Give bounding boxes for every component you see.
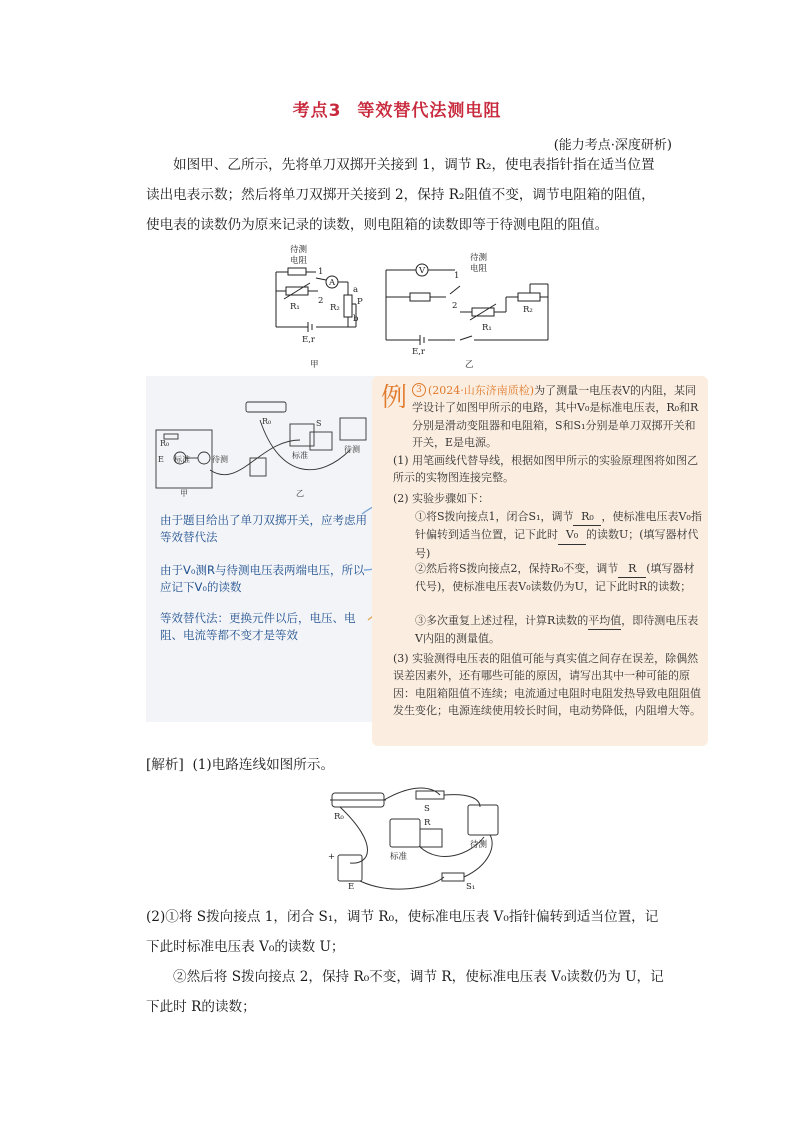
- fig-jia-r1: R₁: [290, 302, 300, 312]
- exp-r0: R₀: [160, 439, 170, 448]
- solution-s2-1: (2)①将 S拨向接点 1，闭合 S₁，调节 R₀，使标准电压表 V₀指针偏转到适当位置，记下此时标准电压表 V₀的读数 U；: [146, 909, 659, 955]
- exp-std: 标准: [174, 455, 190, 464]
- example-q2-head: (2) 实验步骤如下：: [393, 492, 490, 505]
- sol-fig-e: E: [348, 882, 355, 892]
- sol-fig-r0: R₀: [334, 812, 344, 822]
- intro-paragraph: 如图甲、乙所示，先将单刀双掷开关接到 1，调节 R₂，使电表指针指在适当位置读出电表示数；然后将单刀双掷开关接到 2，保持 R₂阻值不变，调节电阻箱的阻值，使电表的读数仍为原来记录的读数，则电阻箱的读数即等于待测电阻的阻值。: [146, 157, 655, 233]
- fig-jia-a: a: [353, 285, 359, 295]
- section-heading: 等效替代法测电阻: [357, 101, 502, 121]
- sol-fig-s: S: [424, 804, 430, 814]
- exp-test: 待测: [212, 455, 228, 464]
- fig-yi-r2: R₂: [523, 305, 533, 315]
- q2-2-blank: R: [618, 560, 646, 578]
- example-q2-3: [415, 612, 705, 648]
- example-source: (2024·山东济南质检): [428, 384, 535, 397]
- note-1: 由于题目给出了单刀双掷开关，应考虑用等效替代法: [160, 513, 367, 544]
- sol-fig-plus: +: [328, 852, 336, 862]
- q2-1-blank-2: V₀: [558, 526, 586, 544]
- exp-e: E: [158, 455, 164, 464]
- example-q2-2: [415, 560, 705, 596]
- exp-s: S: [316, 419, 322, 428]
- fig-yi-s1: 1: [454, 271, 460, 281]
- example-q3: (3) 实验测得电压表的阻值可能与真实值之间存在误差，除偶然误差因素外，还有哪些可能的原因，请写出其中一种可能的原因：电阻箱阻值不连续；电流通过电阻时电阻发热导致电阻阻值发生变化；电源连续使用较长时间，电动势降低，内阻增大等。: [393, 652, 701, 718]
- solution-line-1: [146, 750, 666, 780]
- circuit-figures-top: [260, 242, 560, 372]
- note-3: 等效替代法：更换元件以后，电压、电阻、电流等都不变才是等效: [160, 611, 356, 642]
- section-title: [0, 96, 794, 121]
- example-intro-line: [412, 382, 704, 452]
- fig-yi-source: E,r: [412, 347, 425, 357]
- sol-fig-test: 待测: [470, 840, 488, 850]
- fig-yi-rx-label1: 待测: [470, 253, 488, 263]
- q2-2-text-b: (填写器材代号)，使标准电压表V₀读数仍为U，记下此时R的读数；: [415, 562, 695, 594]
- note-2: 由于V₀测R与待测电压表两端电压，所以应记下V₀的读数: [160, 563, 365, 594]
- example-q2-1: [415, 508, 705, 562]
- q2-3-text-b: ，即待测电压表V内阻的测量值。: [415, 614, 699, 646]
- example-q1: (1) 用笔画线代替导线，根据如图甲所示的实验原理图将如图乙所示的实物图连接完整。: [393, 454, 699, 485]
- solution-s1: (1)电路连线如图所示。: [192, 757, 335, 773]
- q2-1-text-c: 的读数U；(填写器材代号): [415, 528, 699, 560]
- fig-jia-ammeter: A: [329, 278, 336, 288]
- q2-2-text-a: ②然后将S拨向接点2，保持R₀不变，调节: [415, 562, 619, 575]
- fig-jia-rx-label1: 待测: [290, 245, 308, 255]
- fig-yi-r1: R₁: [482, 323, 492, 333]
- fig-yi-s2: 2: [452, 301, 458, 311]
- section-number: 考点3: [292, 101, 342, 121]
- section-tag: (能力考点·深度研析): [553, 138, 672, 153]
- example-intro: 为了测量一电压表V的内阻，某同学设计了如图甲所示的电路，其中V₀是标准电压表，R₀和R分别是滑动变阻器和电阻箱，S和S₁分别是单刀双掷开关和开关，E是电源。: [412, 384, 699, 450]
- fig-jia-b: b: [353, 314, 359, 324]
- q2-1-blank-1: R₀: [573, 508, 601, 526]
- experiment-figure: [150, 380, 375, 500]
- sol-fig-std: 标准: [390, 852, 408, 862]
- solution-s2-2: ②然后将 S拨向接点 2，保持 R₀不变，调节 R，使标准电压表 V₀读数仍为 U，记下此时 R的读数；: [146, 969, 664, 1015]
- q2-3-text-a: ③多次重复上述过程，计算R读数的: [415, 614, 589, 627]
- fig-yi-caption: 乙: [465, 360, 474, 370]
- solution-head: [解析]: [146, 757, 184, 773]
- example-li: 例: [381, 383, 408, 413]
- fig-jia-s2: 2: [318, 296, 324, 306]
- solution-figure: [320, 785, 510, 895]
- exp-caption-jia: 甲: [180, 489, 188, 498]
- fig-yi-voltmeter: V: [419, 266, 426, 276]
- sol-fig-s1: S₁: [466, 882, 476, 892]
- fig-jia-caption: 甲: [310, 360, 319, 370]
- fig-jia-s1: 1: [318, 267, 324, 277]
- fig-yi-rx-label2: 电阻: [470, 264, 488, 274]
- fig-jia-rx-label2: 电阻: [290, 256, 308, 266]
- sol-fig-r: R: [424, 818, 431, 828]
- exp-test-2: 待测: [344, 445, 360, 454]
- fig-jia-p: P: [357, 297, 363, 307]
- q2-3-blank: 平均值: [588, 612, 621, 630]
- fig-jia-source: E,r: [302, 335, 315, 345]
- exp-caption-yi: 乙: [296, 489, 304, 498]
- exp-std-2: 标准: [292, 451, 308, 460]
- exp-r0-2: R₀: [262, 417, 272, 426]
- fig-jia-r2: R₂: [330, 303, 340, 313]
- example-marker: [381, 377, 407, 414]
- example-number: 3: [412, 383, 426, 397]
- q2-1-text-a: ①将S拨向接点1，闭合S₁，调节: [415, 510, 574, 523]
- q2-1-text-b: ，使标准电压表V₀指针偏转到适当位置，记下此时: [415, 510, 702, 542]
